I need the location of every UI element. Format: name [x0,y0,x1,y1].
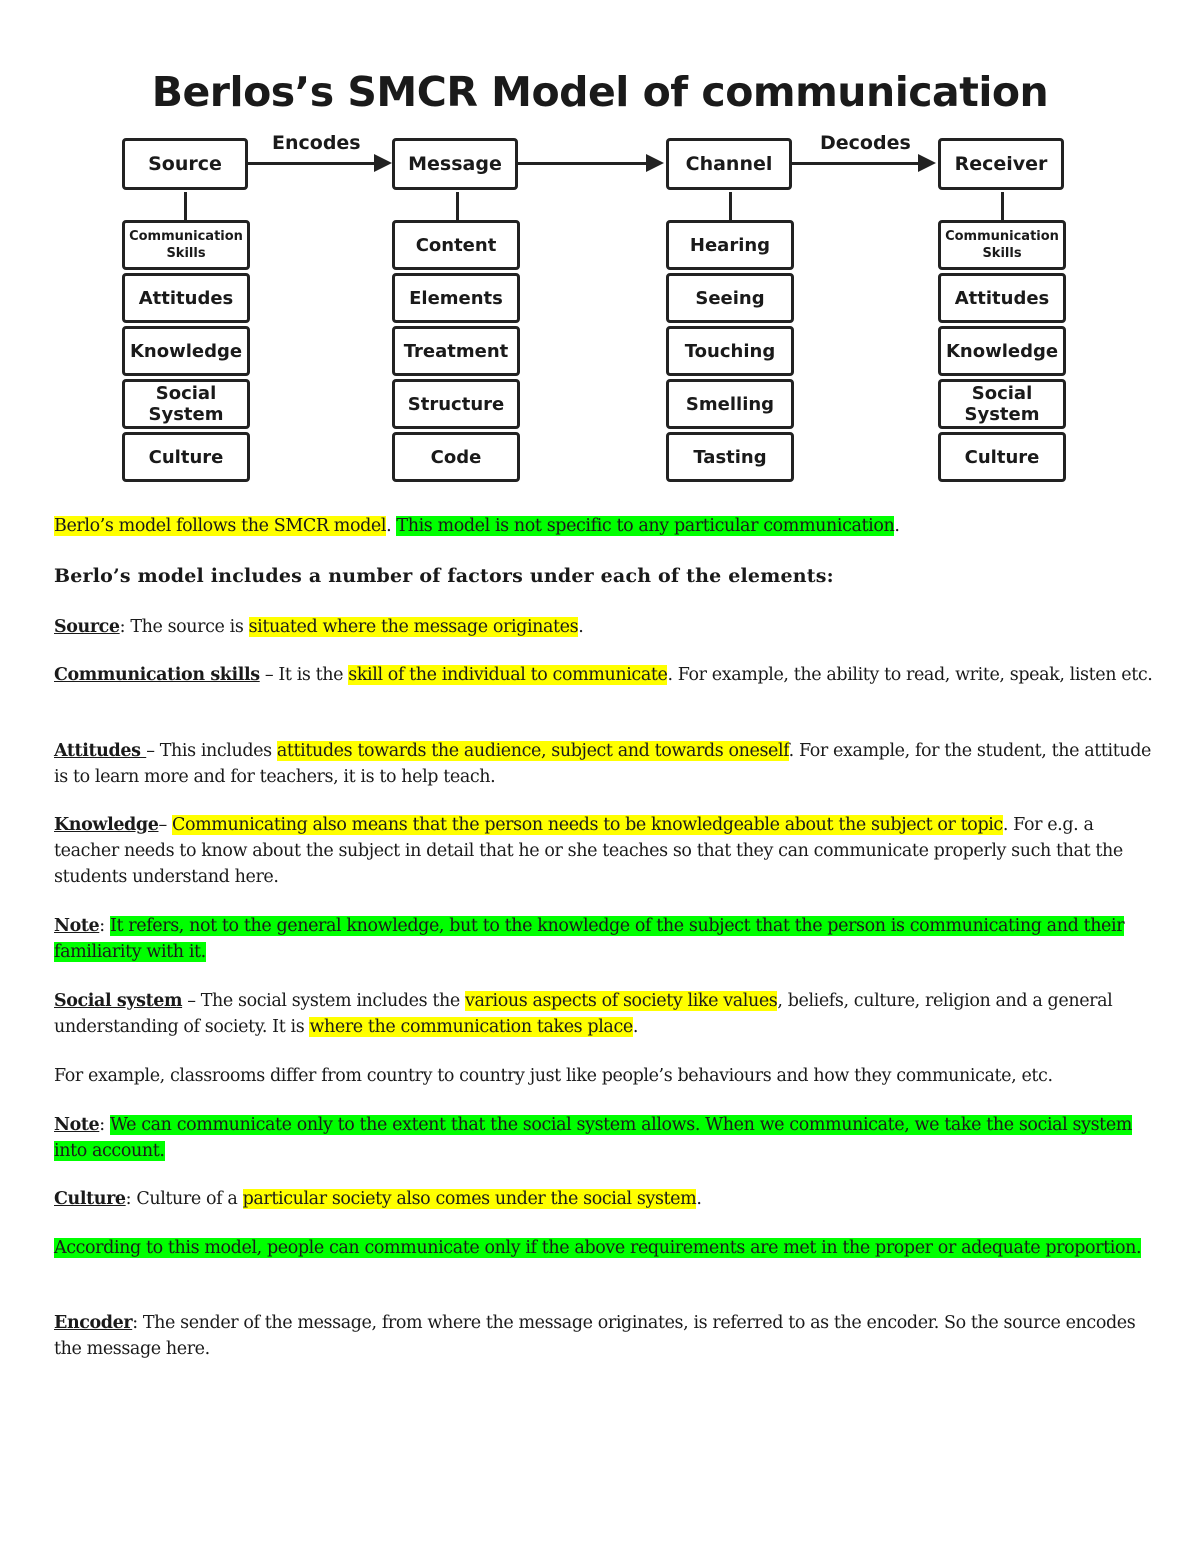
communication-skills-paragraph: Communication skills – It is the skill of the individual to communicate. For example, the ability to read, write, speak, listen etc. [54,665,1153,685]
encodes-label: Encodes [272,132,361,154]
channel-factors [666,220,794,485]
factor-box: Code [392,432,520,482]
note-knowledge-paragraph: Note: It refers, not to the general knowledge, but to the knowledge of the subject that the person is communicating and their familiarity with it. [54,916,1125,962]
note-social-paragraph: Note: We can communicate only to the extent that the social system allows. When we communicate, we take the social system into account. [54,1115,1132,1161]
factor-box: Tasting [666,432,794,482]
message-factors [392,220,520,485]
factor-box: Culture [122,432,250,482]
factor-box: Knowledge [122,326,250,376]
factor-box: Touching [666,326,794,376]
smcr-diagram [100,60,1100,500]
factor-box: Communication Skills [938,220,1066,270]
arrowhead-icon [918,154,936,172]
social-system-paragraph: Social system – The social system includes the various aspects of society like values, beliefs, culture, religion and a general understanding of society. It is where the communication takes place. [54,991,1113,1037]
section-heading: Berlo’s model includes a number of factors under each of the elements: [54,565,834,587]
attitudes-paragraph: Attitudes – This includes attitudes towards the audience, subject and towards oneself. For example, for the student, the attitude is to learn more and for teachers, it is to help teach. [54,741,1151,787]
factor-box: Content [392,220,520,270]
culture-paragraph: Culture: Culture of a particular society also comes under the social system. [54,1189,702,1209]
connector-line [729,192,732,220]
arrowhead-icon [646,154,664,172]
factor-box: Communication Skills [122,220,250,270]
factor-box: Knowledge [938,326,1066,376]
example-paragraph: For example, classrooms differ from country to country just like people’s behaviours and how they communicate, etc. [54,1066,1053,1086]
connector-line [1001,192,1004,220]
arrow-channel-receiver [792,162,920,165]
factor-box: Hearing [666,220,794,270]
factor-box: Social System [938,379,1066,429]
factor-box: Smelling [666,379,794,429]
arrow-message-channel [518,162,648,165]
factor-box: Structure [392,379,520,429]
knowledge-paragraph: Knowledge– Communicating also means that the person needs to be knowledgeable about the subject or topic. For e.g. a teacher needs to know about the subject in detail that he or she teaches so that they can communicate properly such that the students understand here. [54,815,1123,887]
factor-box: Attitudes [122,273,250,323]
arrowhead-icon [374,154,392,172]
receiver-factors [938,220,1066,485]
factor-box: Elements [392,273,520,323]
connector-line [184,192,187,220]
decodes-label: Decodes [820,132,911,154]
header-receiver: Receiver [938,138,1064,190]
arrow-source-message [248,162,376,165]
header-message: Message [392,138,518,190]
factor-box: Social System [122,379,250,429]
factor-box: Attitudes [938,273,1066,323]
encoder-paragraph: Encoder: The sender of the message, from where the message originates, is referred to as the encoder. So the source encodes the message here. [54,1313,1136,1359]
according-paragraph: According to this model, people can communicate only if the above requirements are met in the proper or adequate proportion. [54,1238,1142,1258]
intro-paragraph: Berlo’s model follows the SMCR model. This model is not specific to any particular communication. [54,516,900,536]
source-paragraph: Source: The source is situated where the message originates. [54,617,584,637]
header-channel: Channel [666,138,792,190]
diagram-title: Berlos’s SMCR Model of communication [151,68,1049,116]
factor-box: Treatment [392,326,520,376]
connector-line [456,192,459,220]
header-source: Source [122,138,248,190]
source-factors [122,220,250,485]
factor-box: Seeing [666,273,794,323]
factor-box: Culture [938,432,1066,482]
